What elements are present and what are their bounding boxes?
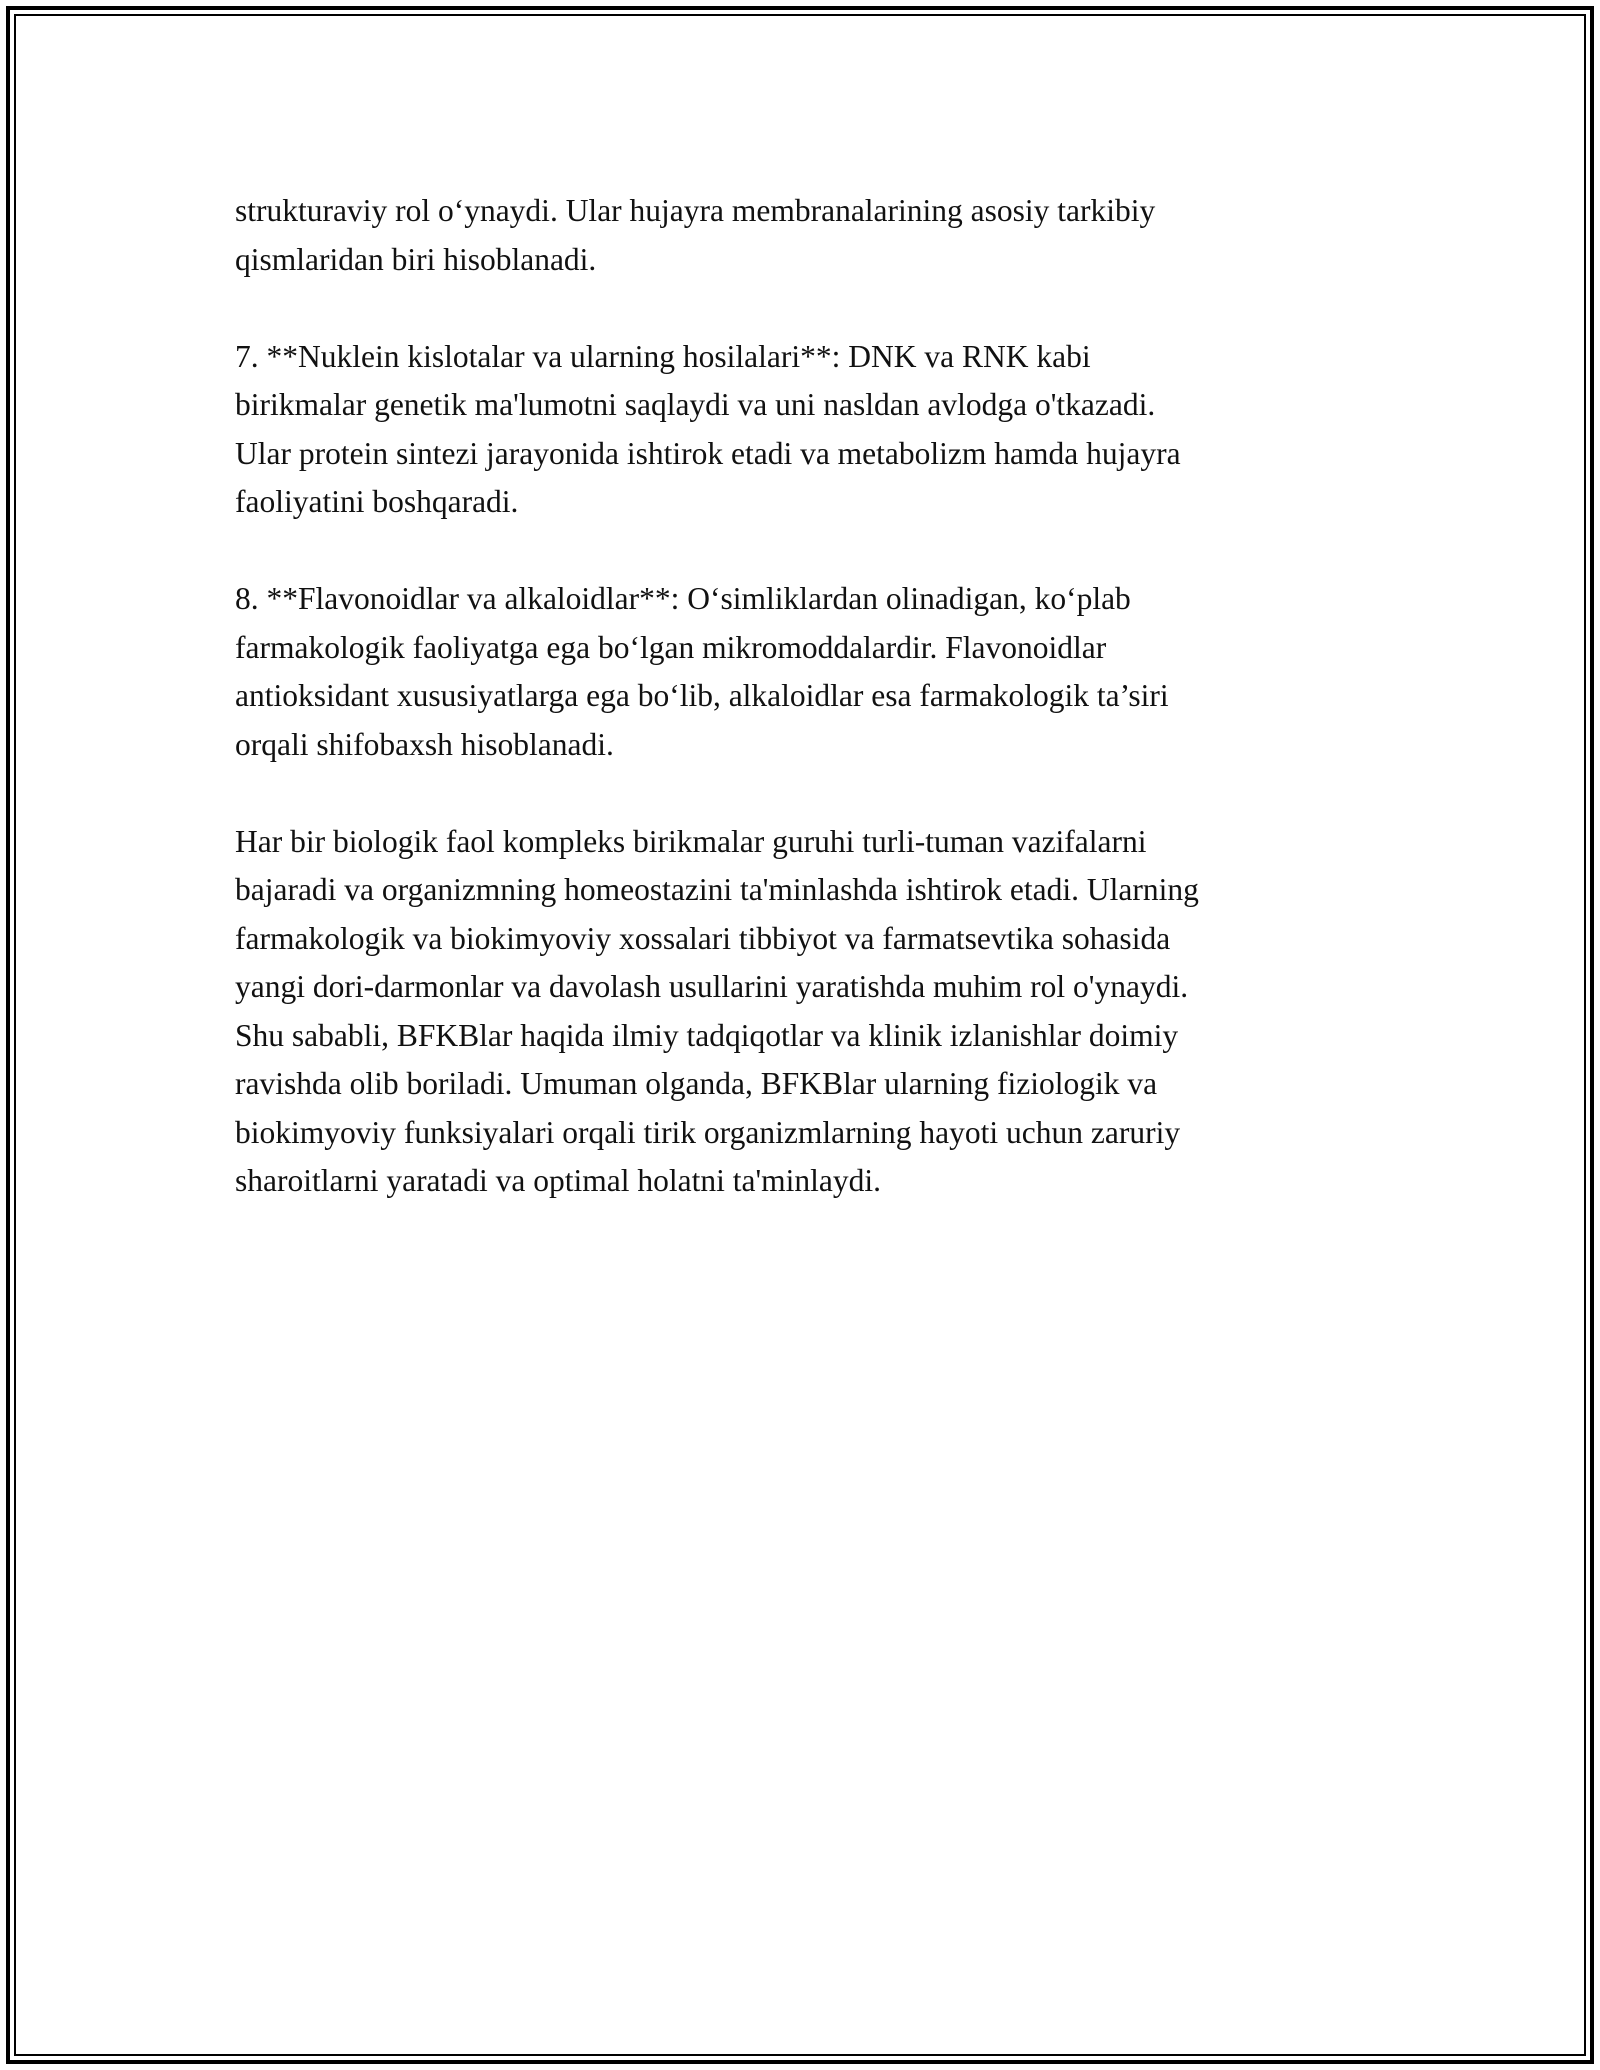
paragraph-nucleic-acids: 7. **Nuklein kislotalar va ularning hosilalari**: DNK va RNK kabi birikmalar genetik ma'lumotni saqlaydi va uni nasldan avlodga o'tkazadi. Ular protein sintezi jarayonida ishtirok etadi va metabolizm hamda hujayra faoliyatini boshqaradi. xyxy=(235,338,1181,519)
paragraph-lipids-continued: strukturaviy rol o‘ynaydi. Ular hujayra membranalarining asosiy tarkibiy qismlaridan biri hisoblanadi. xyxy=(235,193,1156,277)
paragraph-conclusion: Har bir biologik faol kompleks birikmalar guruhi turli-tuman vazifalarni bajaradi va organizmning homeostazini ta'minlashda ishtirok etadi. Ularning farmakologik va biokimyoviy xossalari tibbiyot va farmatsevtika sohasida yangi dori-darmonlar va davolash usullarini yaratishda muhim rol o'ynaydi. Shu sababli, BFKBlar haqida ilmiy tadqiqotlar va klinik izlanishlar doimiy ravishda olib boriladi. Umuman olganda, BFKBlar ularning fiziologik va biokimyoviy funksiyalari orqali tirik organizmlarning hayoti uchun zaruriy sharoitlarni yaratadi va optimal holatni ta'minlaydi. xyxy=(235,823,1199,1198)
paragraph-flavonoids-alkaloids: 8. **Flavonoidlar va alkaloidlar**: O‘simliklardan olinadigan, ko‘plab farmakologik faoliyatga ega bo‘lgan mikromoddalardir. Flavonoidlar antioksidant xususiyatlarga ega bo‘lib, alkaloidlar esa farmakologik ta’siri orqali shifobaxsh hisoblanadi. xyxy=(235,581,1169,762)
document-body xyxy=(235,187,1375,1254)
